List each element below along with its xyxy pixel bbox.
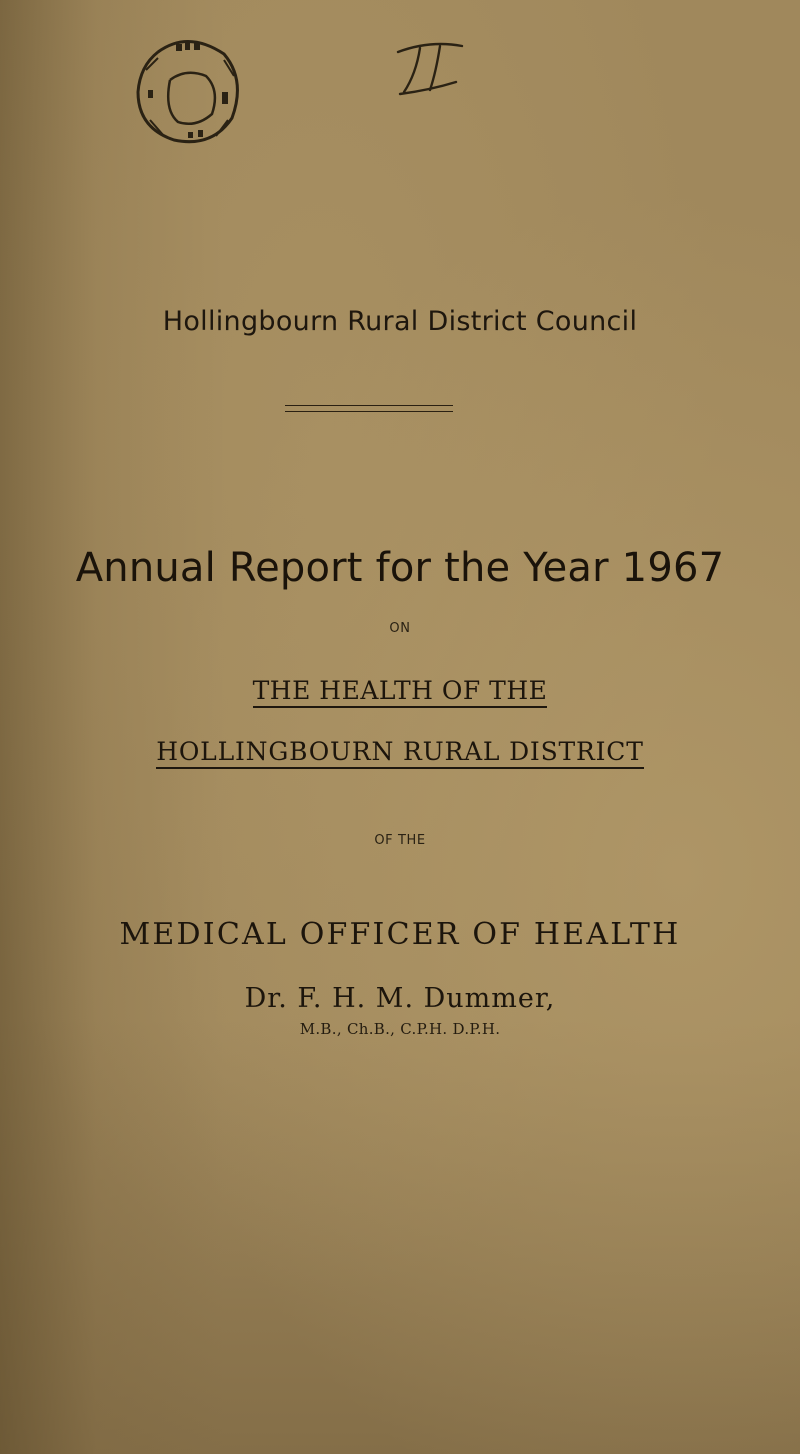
library-stamp-icon — [128, 32, 250, 152]
of-the-label: OF THE — [374, 833, 426, 848]
district-heading — [0, 737, 800, 769]
report-title: Annual Report for the Year 1967 — [75, 545, 725, 591]
author-name: Dr. F. H. M. Dummer, — [244, 983, 556, 1014]
handwritten-mark-icon — [390, 34, 470, 104]
double-rule-divider — [285, 405, 453, 412]
health-heading-text: THE HEALTH OF THE — [253, 677, 548, 708]
medical-officer-heading: MEDICAL OFFICER OF HEALTH — [119, 917, 681, 952]
health-heading — [0, 676, 800, 708]
council-name: Hollingbourn Rural District Council — [162, 306, 638, 337]
on-label: ON — [389, 621, 411, 636]
district-heading-text: HOLLINGBOURN RURAL DISTRICT — [156, 738, 643, 769]
author-qualifications: M.B., Ch.B., C.P.H. D.P.H. — [299, 1020, 501, 1038]
